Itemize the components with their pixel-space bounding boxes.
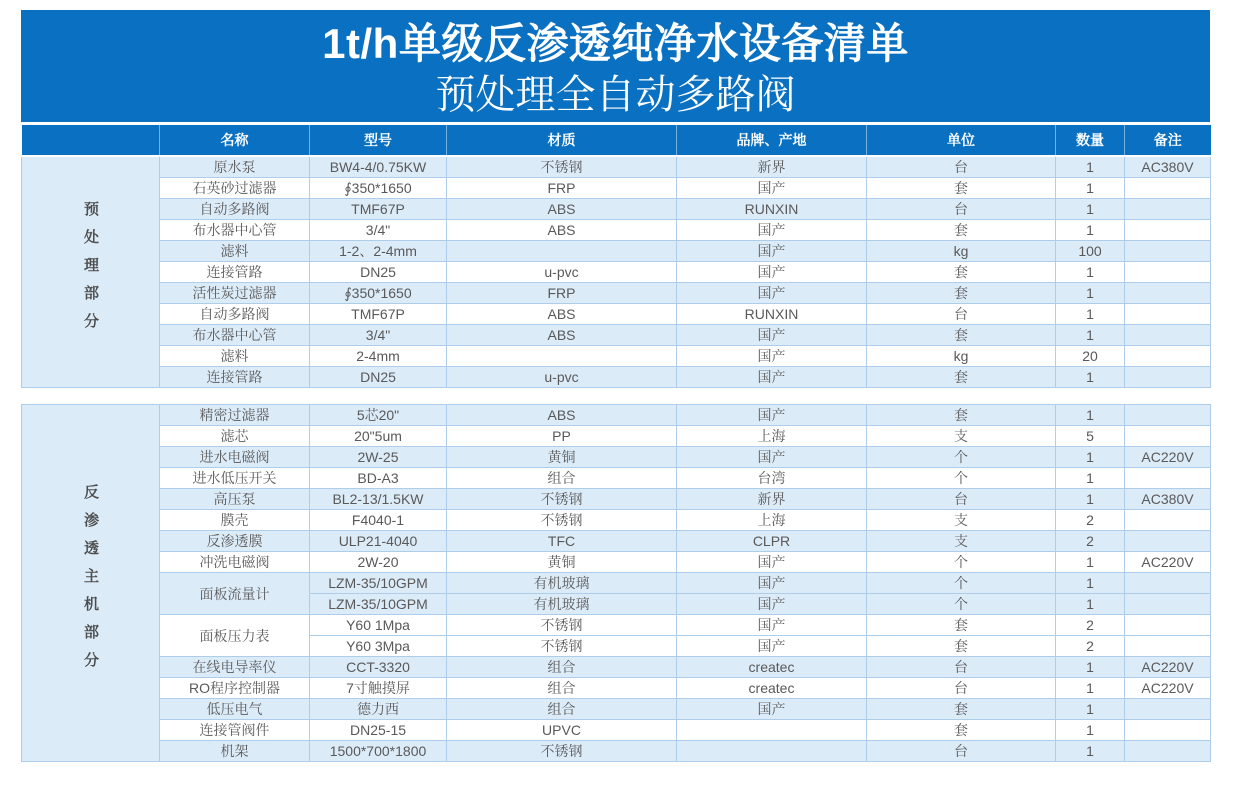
cell-material: UPVC <box>447 720 677 741</box>
cell-material: PP <box>447 426 677 447</box>
cell-brand: 上海 <box>677 510 867 531</box>
cell-material: 不锈钢 <box>447 156 677 178</box>
cell-note <box>1125 241 1211 262</box>
cell-name: 连接管路 <box>160 262 310 283</box>
cell-note <box>1125 636 1211 657</box>
cell-unit: 台 <box>867 678 1056 699</box>
cell-qty: 1 <box>1056 283 1125 304</box>
cell-note <box>1125 346 1211 367</box>
cell-material: 有机玻璃 <box>447 573 677 594</box>
table-row <box>22 573 1211 594</box>
cell-unit: kg <box>867 346 1056 367</box>
cell-brand: 上海 <box>677 426 867 447</box>
cell-material: 不锈钢 <box>447 510 677 531</box>
cell-brand: 国产 <box>677 367 867 388</box>
cell-unit: 套 <box>867 615 1056 636</box>
table-row <box>22 199 1211 220</box>
cell-material: ABS <box>447 199 677 220</box>
cell-model: 2-4mm <box>310 346 447 367</box>
cell-qty: 1 <box>1056 156 1125 178</box>
table-row <box>22 741 1211 762</box>
cell-model: ∮350*1650 <box>310 283 447 304</box>
table-row <box>22 346 1211 367</box>
cell-note <box>1125 594 1211 615</box>
cell-qty: 1 <box>1056 699 1125 720</box>
cell-brand: createc <box>677 657 867 678</box>
cell-brand: 国产 <box>677 636 867 657</box>
cell-model: TMF67P <box>310 199 447 220</box>
cell-note <box>1125 699 1211 720</box>
cell-note <box>1125 367 1211 388</box>
cell-material: 不锈钢 <box>447 489 677 510</box>
cell-model: 2W-20 <box>310 552 447 573</box>
cell-qty: 1 <box>1056 573 1125 594</box>
cell-name: 膜壳 <box>160 510 310 531</box>
cell-model: 7寸触摸屏 <box>310 678 447 699</box>
cell-qty: 1 <box>1056 405 1125 426</box>
cell-name: 机架 <box>160 741 310 762</box>
table-row <box>22 325 1211 346</box>
header-cell-note: 备注 <box>1125 125 1211 156</box>
cell-model: 3/4" <box>310 325 447 346</box>
cell-qty: 1 <box>1056 552 1125 573</box>
cell-model: 德力西 <box>310 699 447 720</box>
cell-unit: 套 <box>867 283 1056 304</box>
cell-model: DN25 <box>310 367 447 388</box>
cell-brand <box>677 741 867 762</box>
cell-note <box>1125 220 1211 241</box>
cell-unit: 台 <box>867 489 1056 510</box>
cell-brand: 国产 <box>677 178 867 199</box>
cell-brand: 国产 <box>677 405 867 426</box>
cell-material: 不锈钢 <box>447 741 677 762</box>
cell-material: ABS <box>447 325 677 346</box>
cell-unit: 套 <box>867 720 1056 741</box>
cell-unit: 个 <box>867 552 1056 573</box>
cell-unit: 套 <box>867 262 1056 283</box>
cell-note <box>1125 405 1211 426</box>
cell-name: 滤料 <box>160 241 310 262</box>
cell-model: 20"5um <box>310 426 447 447</box>
cell-brand: CLPR <box>677 531 867 552</box>
cell-material: 组合 <box>447 699 677 720</box>
cell-unit: 个 <box>867 594 1056 615</box>
cell-note <box>1125 262 1211 283</box>
cell-brand: 国产 <box>677 615 867 636</box>
cell-note: AC380V <box>1125 489 1211 510</box>
header-cell-brand: 品牌、产地 <box>677 125 867 156</box>
cell-brand: 国产 <box>677 552 867 573</box>
cell-model: LZM-35/10GPM <box>310 573 447 594</box>
cell-unit: 套 <box>867 178 1056 199</box>
cell-unit: 套 <box>867 636 1056 657</box>
table-row <box>22 367 1211 388</box>
cell-note: AC220V <box>1125 678 1211 699</box>
cell-name: 布水器中心管 <box>160 325 310 346</box>
cell-name: 活性炭过滤器 <box>160 283 310 304</box>
table-row <box>22 489 1211 510</box>
section-label-cell <box>22 156 160 388</box>
cell-qty: 1 <box>1056 678 1125 699</box>
cell-brand: 新界 <box>677 156 867 178</box>
cell-unit: 台 <box>867 741 1056 762</box>
cell-brand: 国产 <box>677 262 867 283</box>
cell-qty: 1 <box>1056 220 1125 241</box>
cell-model: 1-2、2-4mm <box>310 241 447 262</box>
cell-name: 在线电导率仪 <box>160 657 310 678</box>
cell-note <box>1125 199 1211 220</box>
cell-unit: 个 <box>867 447 1056 468</box>
cell-brand: 国产 <box>677 325 867 346</box>
cell-unit: 支 <box>867 426 1056 447</box>
cell-name: 精密过滤器 <box>160 405 310 426</box>
cell-material: ABS <box>447 304 677 325</box>
cell-unit: 套 <box>867 220 1056 241</box>
cell-name: 自动多路阀 <box>160 304 310 325</box>
cell-model: TMF67P <box>310 304 447 325</box>
cell-material: 组合 <box>447 657 677 678</box>
table-row <box>22 510 1211 531</box>
cell-note <box>1125 426 1211 447</box>
cell-qty: 100 <box>1056 241 1125 262</box>
cell-material <box>447 346 677 367</box>
section-gap-cell <box>22 388 1211 405</box>
cell-material <box>447 241 677 262</box>
cell-material: u-pvc <box>447 367 677 388</box>
page-title: 1t/h单级反渗透纯净水设备清单 <box>322 20 909 67</box>
table-row <box>22 447 1211 468</box>
cell-note <box>1125 510 1211 531</box>
cell-qty: 1 <box>1056 325 1125 346</box>
table-row <box>22 178 1211 199</box>
cell-note <box>1125 468 1211 489</box>
cell-model: 2W-25 <box>310 447 447 468</box>
cell-qty: 1 <box>1056 741 1125 762</box>
cell-unit: 台 <box>867 156 1056 178</box>
cell-material: 组合 <box>447 468 677 489</box>
cell-material: u-pvc <box>447 262 677 283</box>
cell-material: 黄铜 <box>447 552 677 573</box>
cell-name: 面板流量计 <box>160 573 310 615</box>
cell-name: 滤料 <box>160 346 310 367</box>
header-cell-qty: 数量 <box>1056 125 1125 156</box>
cell-name: 高压泵 <box>160 489 310 510</box>
page-subtitle: 预处理全自动多路阀 <box>435 73 796 117</box>
cell-name: 石英砂过滤器 <box>160 178 310 199</box>
header-cell-unit: 单位 <box>867 125 1056 156</box>
section-label-cell <box>22 405 160 762</box>
cell-model: CCT-3320 <box>310 657 447 678</box>
cell-material: 有机玻璃 <box>447 594 677 615</box>
cell-name: 滤芯 <box>160 426 310 447</box>
cell-material: 组合 <box>447 678 677 699</box>
cell-model: BL2-13/1.5KW <box>310 489 447 510</box>
cell-qty: 1 <box>1056 720 1125 741</box>
cell-unit: 个 <box>867 468 1056 489</box>
cell-name: 布水器中心管 <box>160 220 310 241</box>
cell-material: TFC <box>447 531 677 552</box>
cell-note <box>1125 573 1211 594</box>
cell-qty: 1 <box>1056 447 1125 468</box>
cell-name: 原水泵 <box>160 156 310 178</box>
cell-material: 黄铜 <box>447 447 677 468</box>
cell-unit: 支 <box>867 510 1056 531</box>
table-row <box>22 262 1211 283</box>
cell-unit: 套 <box>867 699 1056 720</box>
cell-model: DN25 <box>310 262 447 283</box>
cell-model: F4040-1 <box>310 510 447 531</box>
cell-brand <box>677 720 867 741</box>
cell-unit: 套 <box>867 367 1056 388</box>
cell-note: AC220V <box>1125 447 1211 468</box>
header-cell-name: 名称 <box>160 125 310 156</box>
cell-brand: createc <box>677 678 867 699</box>
cell-brand: 新界 <box>677 489 867 510</box>
cell-qty: 1 <box>1056 304 1125 325</box>
cell-unit: 套 <box>867 325 1056 346</box>
table-row <box>22 220 1211 241</box>
table-row <box>22 468 1211 489</box>
cell-model: BW4-4/0.75KW <box>310 156 447 178</box>
cell-qty: 2 <box>1056 531 1125 552</box>
cell-brand: 国产 <box>677 241 867 262</box>
cell-brand: RUNXIN <box>677 199 867 220</box>
cell-model: ∮350*1650 <box>310 178 447 199</box>
header-cell-material: 材质 <box>447 125 677 156</box>
table-row <box>22 241 1211 262</box>
cell-note: AC380V <box>1125 156 1211 178</box>
cell-name: 反渗透膜 <box>160 531 310 552</box>
cell-note: AC220V <box>1125 552 1211 573</box>
table-row <box>22 283 1211 304</box>
cell-brand: RUNXIN <box>677 304 867 325</box>
cell-qty: 1 <box>1056 199 1125 220</box>
cell-model: BD-A3 <box>310 468 447 489</box>
cell-unit: 个 <box>867 573 1056 594</box>
cell-unit: 台 <box>867 304 1056 325</box>
cell-unit: 支 <box>867 531 1056 552</box>
cell-material: ABS <box>447 220 677 241</box>
cell-model: 5芯20" <box>310 405 447 426</box>
cell-name: 连接管阀件 <box>160 720 310 741</box>
cell-model: 3/4" <box>310 220 447 241</box>
cell-material: FRP <box>447 283 677 304</box>
equipment-table <box>21 125 1211 762</box>
cell-model: LZM-35/10GPM <box>310 594 447 615</box>
cell-model: 1500*700*1800 <box>310 741 447 762</box>
table-row <box>22 720 1211 741</box>
cell-note <box>1125 325 1211 346</box>
cell-brand: 国产 <box>677 573 867 594</box>
header-cell-corner <box>22 125 160 156</box>
cell-name: 自动多路阀 <box>160 199 310 220</box>
cell-brand: 国产 <box>677 699 867 720</box>
cell-unit: 台 <box>867 657 1056 678</box>
cell-model: ULP21-4040 <box>310 531 447 552</box>
cell-qty: 1 <box>1056 594 1125 615</box>
cell-qty: 2 <box>1056 636 1125 657</box>
section-gap-row <box>22 388 1211 405</box>
cell-qty: 2 <box>1056 510 1125 531</box>
cell-brand: 台湾 <box>677 468 867 489</box>
cell-qty: 2 <box>1056 615 1125 636</box>
section-label: 反渗透主机部分 <box>82 483 99 680</box>
table-row <box>22 426 1211 447</box>
cell-qty: 1 <box>1056 178 1125 199</box>
cell-material: 不锈钢 <box>447 636 677 657</box>
cell-model: Y60 3Mpa <box>310 636 447 657</box>
cell-name: 冲洗电磁阀 <box>160 552 310 573</box>
cell-note <box>1125 720 1211 741</box>
table-row <box>22 156 1211 178</box>
table-row <box>22 552 1211 573</box>
cell-name: 面板压力表 <box>160 615 310 657</box>
table-header-row <box>22 125 1211 156</box>
table-row <box>22 304 1211 325</box>
cell-note <box>1125 304 1211 325</box>
cell-name: 进水电磁阀 <box>160 447 310 468</box>
cell-unit: 套 <box>867 405 1056 426</box>
cell-unit: 台 <box>867 199 1056 220</box>
header-cell-model: 型号 <box>310 125 447 156</box>
cell-brand: 国产 <box>677 447 867 468</box>
cell-qty: 1 <box>1056 262 1125 283</box>
table-row <box>22 657 1211 678</box>
cell-qty: 1 <box>1056 657 1125 678</box>
cell-unit: kg <box>867 241 1056 262</box>
cell-material: ABS <box>447 405 677 426</box>
cell-name: 低压电气 <box>160 699 310 720</box>
table-row <box>22 678 1211 699</box>
cell-note <box>1125 283 1211 304</box>
section-label: 预处理部分 <box>82 200 99 341</box>
cell-qty: 5 <box>1056 426 1125 447</box>
cell-brand: 国产 <box>677 220 867 241</box>
cell-brand: 国产 <box>677 346 867 367</box>
table-row <box>22 615 1211 636</box>
cell-name: RO程序控制器 <box>160 678 310 699</box>
cell-qty: 20 <box>1056 346 1125 367</box>
table-row <box>22 531 1211 552</box>
cell-material: FRP <box>447 178 677 199</box>
cell-model: Y60 1Mpa <box>310 615 447 636</box>
cell-material: 不锈钢 <box>447 615 677 636</box>
cell-qty: 1 <box>1056 367 1125 388</box>
cell-qty: 1 <box>1056 468 1125 489</box>
cell-qty: 1 <box>1056 489 1125 510</box>
title-banner <box>21 10 1210 122</box>
table-row <box>22 699 1211 720</box>
cell-brand: 国产 <box>677 594 867 615</box>
cell-note <box>1125 741 1211 762</box>
cell-note <box>1125 178 1211 199</box>
cell-brand: 国产 <box>677 283 867 304</box>
cell-name: 进水低压开关 <box>160 468 310 489</box>
table-row <box>22 405 1211 426</box>
cell-model: DN25-15 <box>310 720 447 741</box>
cell-note <box>1125 531 1211 552</box>
cell-name: 连接管路 <box>160 367 310 388</box>
cell-note: AC220V <box>1125 657 1211 678</box>
cell-note <box>1125 615 1211 636</box>
